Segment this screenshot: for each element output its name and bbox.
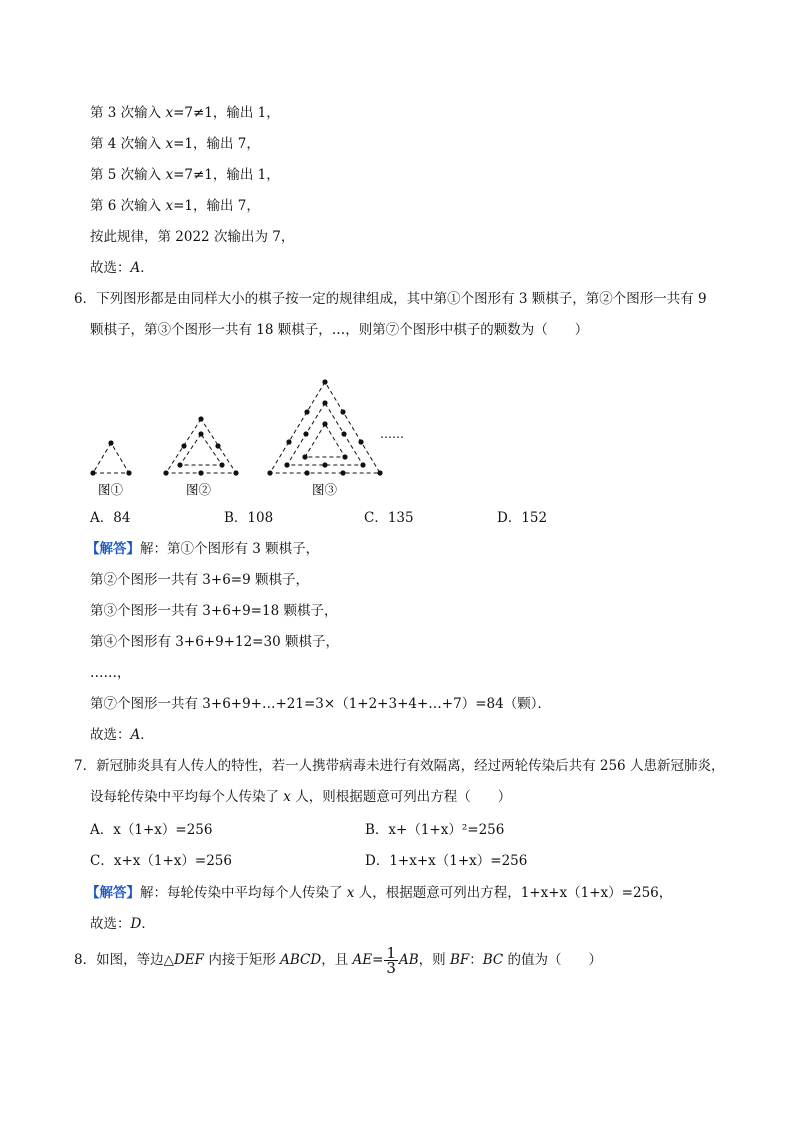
q6-stem-line2: 颗棋子，第③个图形一共有 18 颗棋子，…，则第⑦个图形中棋子的颗数为（ ） bbox=[90, 322, 589, 338]
q6-figure bbox=[80, 370, 420, 500]
q6-option-a[interactable]: A．84 bbox=[90, 510, 131, 526]
q8-stem: 8．如图，等边△DEF 内接于矩形 ABCD，且 AE= $\frac{1}{3}$ AB，则 BF：BC 的值为（ ） bbox=[74, 944, 603, 977]
q8-number: 8． bbox=[74, 952, 97, 968]
q6-option-c[interactable]: C．135 bbox=[364, 510, 414, 526]
q8-fraction: $\frac{1}{3}$ bbox=[386, 944, 396, 977]
stone bbox=[303, 431, 308, 436]
stone bbox=[342, 454, 347, 459]
q7-option-a[interactable]: A．x（1+x）=256 bbox=[90, 822, 213, 838]
sol5-line-3: 第 5 次输入 x=7≠1，输出 1， bbox=[90, 167, 280, 183]
fig1-triangle bbox=[93, 443, 129, 473]
stone bbox=[304, 470, 309, 475]
stone bbox=[284, 462, 289, 467]
stone bbox=[219, 462, 224, 467]
sol5-choice: 故选：A． bbox=[90, 260, 154, 276]
q7-option-d[interactable]: D．1+x+x（1+x）=256 bbox=[365, 853, 528, 869]
stone bbox=[198, 416, 203, 421]
q6-answer-line3: 第③个图形一共有 3+6+9=18 颗棋子， bbox=[90, 603, 338, 619]
q6-answer-line4: 第④个图形有 3+6+9+12=30 颗棋子， bbox=[90, 634, 339, 650]
stone bbox=[198, 431, 203, 436]
stone bbox=[302, 454, 307, 459]
fig3-inner-triangle bbox=[305, 424, 345, 457]
fig3-outer-triangle bbox=[270, 382, 380, 473]
fig1-label: 图① bbox=[98, 482, 124, 497]
q7-stem-line2: 设每轮传染中平均每个人传染了 x 人，则根据题意可列出方程（ ） bbox=[90, 789, 512, 805]
stone bbox=[340, 470, 345, 475]
stone bbox=[322, 379, 327, 384]
stone bbox=[304, 409, 309, 414]
q6-number: 6． bbox=[74, 291, 97, 307]
stone bbox=[181, 443, 186, 448]
fig2-label: 图② bbox=[186, 482, 212, 497]
q7-answer-tag: 【解答】 bbox=[86, 885, 140, 901]
stone bbox=[322, 421, 327, 426]
sol5-line-2: 第 4 次输入 x=1，输出 7， bbox=[90, 136, 260, 152]
stone bbox=[322, 400, 327, 405]
q6-answer-line2: 第②个图形一共有 3+6=9 颗棋子， bbox=[90, 572, 309, 588]
q7-option-c[interactable]: C．x+x（1+x）=256 bbox=[90, 853, 232, 869]
q6-choice: 故选：A． bbox=[90, 727, 154, 743]
sol5-rule: 按此规律，第 2022 次输出为 7， bbox=[90, 229, 295, 245]
figure-ellipsis: …… bbox=[380, 427, 404, 441]
q6-option-d[interactable]: D．152 bbox=[497, 510, 548, 526]
fig3-mid-triangle bbox=[287, 403, 363, 465]
fig2-inner-triangle bbox=[180, 434, 222, 465]
stone bbox=[358, 439, 363, 444]
stone bbox=[163, 470, 168, 475]
fig3-label: 图③ bbox=[312, 482, 338, 497]
sol5-line-4: 第 6 次输入 x=1，输出 7， bbox=[90, 198, 260, 214]
sol5-line-1: 第 3 次输入 x=7≠1，输出 1， bbox=[90, 105, 280, 121]
stone bbox=[108, 440, 113, 445]
q7-answer: 【解答】解：每轮传染中平均每个人传染了 x 人，根据题意可列出方程，1+x+x（1+x）=256， bbox=[86, 885, 673, 901]
stone bbox=[90, 470, 95, 475]
q6-answer-line6: 第⑦个图形一共有 3+6+9+…+21=3×（1+2+3+4+…+7）=84（颗）． bbox=[90, 696, 551, 712]
q6-answer-tag: 【解答】 bbox=[86, 541, 140, 557]
stone bbox=[360, 462, 365, 467]
q7-stem-line1: 7．新冠肺炎具有人传人的特性，若一人携带病毒未进行有效隔离，经过两轮传染后共有 256 人患新冠肺炎， bbox=[74, 758, 725, 774]
q6-option-b[interactable]: B．108 bbox=[224, 510, 274, 526]
q6-answer-line5: ……， bbox=[90, 665, 131, 681]
stone bbox=[377, 470, 382, 475]
stone bbox=[322, 462, 327, 467]
stone bbox=[286, 439, 291, 444]
q7-number: 7． bbox=[74, 758, 97, 774]
stone bbox=[267, 470, 272, 475]
stone bbox=[341, 431, 346, 436]
q6-answer-line1: 【解答】解：第①个图形有 3 颗棋子， bbox=[86, 541, 320, 557]
stone bbox=[177, 462, 182, 467]
q6-stem-line1: 6．下列图形都是由同样大小的棋子按一定的规律组成，其中第①个图形有 3 颗棋子，第②个图形一共有 9 bbox=[74, 291, 707, 307]
stone bbox=[233, 470, 238, 475]
q7-option-b[interactable]: B．x+（1+x）²=256 bbox=[365, 822, 505, 838]
stone bbox=[126, 470, 131, 475]
stone bbox=[215, 443, 220, 448]
stone bbox=[198, 470, 203, 475]
q7-choice: 故选：D． bbox=[90, 916, 155, 932]
stone bbox=[340, 409, 345, 414]
